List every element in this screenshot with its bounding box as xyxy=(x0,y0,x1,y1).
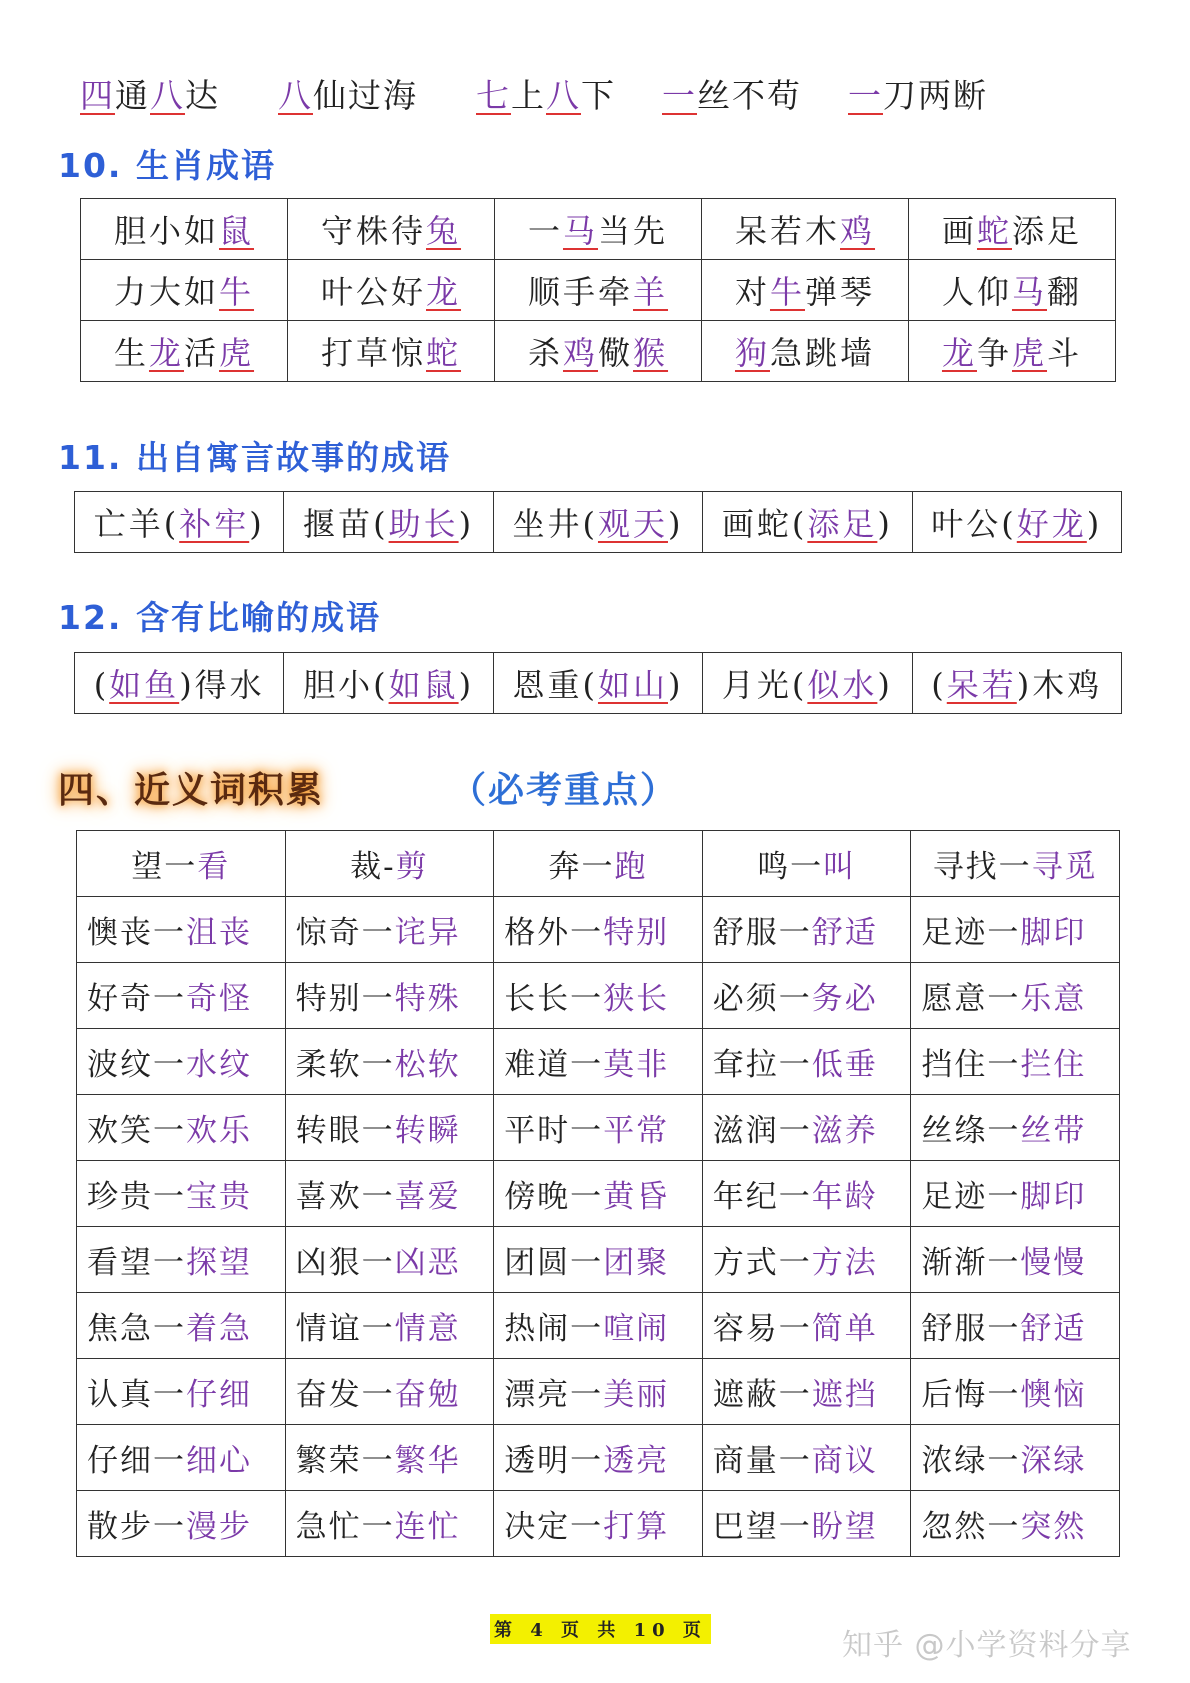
base-word: 格外一 xyxy=(504,915,604,951)
base-word: 遮蔽一 xyxy=(712,1377,812,1413)
table-row xyxy=(81,199,1116,260)
synonym-word: 懊恼 xyxy=(1020,1377,1087,1413)
synonym-cell xyxy=(911,1425,1120,1491)
idiom-text: 急跳墙 xyxy=(770,334,876,372)
synonym-cell xyxy=(77,1293,286,1359)
synonym-word: 漫步 xyxy=(186,1509,252,1545)
table-cell xyxy=(702,260,909,321)
table-cell xyxy=(912,653,1121,714)
base-word: 认真一 xyxy=(87,1377,186,1413)
synonym-cell xyxy=(77,1161,286,1227)
base-word: 焦急一 xyxy=(87,1311,186,1347)
base-word: 散步一 xyxy=(87,1509,186,1545)
synonym-cell xyxy=(77,963,286,1029)
synonym-cell xyxy=(494,1491,703,1557)
table-row xyxy=(77,1491,1120,1557)
table-cell xyxy=(909,199,1116,260)
table-row xyxy=(77,1359,1120,1425)
idiom-text: ) xyxy=(458,505,475,543)
base-word: 懊丧一 xyxy=(87,915,186,951)
synonym-cell xyxy=(285,1161,494,1227)
idiom-text: 恩重( xyxy=(512,666,598,704)
base-word: 年纪一 xyxy=(712,1179,812,1215)
synonym-word: 脚印 xyxy=(1020,915,1087,951)
base-word: 团圆一 xyxy=(504,1245,604,1281)
synonym-word: 狭长 xyxy=(603,981,670,1017)
base-word: 特别一 xyxy=(295,981,395,1017)
synonym-word: 奋勉 xyxy=(394,1377,461,1413)
synonym-cell xyxy=(911,1095,1120,1161)
synonym-word: 方法 xyxy=(811,1245,878,1281)
base-word: 惊奇一 xyxy=(295,915,395,951)
table-cell xyxy=(495,260,702,321)
idiom-text: 叶公好 xyxy=(320,273,426,311)
base-word: 仔细一 xyxy=(87,1443,186,1479)
synonym-cell xyxy=(494,831,703,897)
base-word: 奋发一 xyxy=(295,1377,395,1413)
synonym-word: 繁华 xyxy=(394,1443,461,1479)
synonym-word: 黄昏 xyxy=(603,1179,670,1215)
synonym-word: 叫 xyxy=(823,849,857,885)
synonym-word: 年龄 xyxy=(811,1179,878,1215)
synonym-word: 团聚 xyxy=(603,1245,670,1281)
idiom-text: 添足 xyxy=(1012,212,1083,250)
answer-text: 如山 xyxy=(597,666,668,704)
table-cell xyxy=(495,321,702,382)
synonym-word: 沮丧 xyxy=(186,915,252,951)
base-word: 珍贵一 xyxy=(87,1179,186,1215)
answer-text: 鸡 xyxy=(840,212,876,250)
table-cell xyxy=(495,199,702,260)
zodiac-idiom-table xyxy=(80,198,1116,382)
table-row xyxy=(77,1161,1120,1227)
idiom-text: 画 xyxy=(941,212,977,250)
synonym-cell xyxy=(702,1293,911,1359)
synonym-cell xyxy=(911,831,1120,897)
answer-text: 助长 xyxy=(388,505,459,543)
base-word: 看望一 xyxy=(87,1245,186,1281)
idiom-text: ) xyxy=(249,505,265,543)
table-row xyxy=(75,653,1122,714)
synonym-word: 美丽 xyxy=(603,1377,670,1413)
synonym-cell xyxy=(702,1359,911,1425)
idiom-text: 顺手牵 xyxy=(527,273,633,311)
base-word: 奔一 xyxy=(548,849,615,885)
table-row xyxy=(77,1227,1120,1293)
table-cell xyxy=(81,199,288,260)
synonym-cell xyxy=(77,1095,286,1161)
synonym-word: 低垂 xyxy=(811,1047,878,1083)
idiom-text: 叶公( xyxy=(931,505,1017,543)
answer-text: 狗 xyxy=(734,334,770,372)
synonym-cell xyxy=(702,963,911,1029)
synonym-cell xyxy=(285,1425,494,1491)
synonym-word: 务必 xyxy=(811,981,878,1017)
idiom-text: ) xyxy=(667,666,684,704)
synonym-cell xyxy=(911,1293,1120,1359)
synonym-word: 商议 xyxy=(811,1443,878,1479)
synonym-cell xyxy=(911,963,1120,1029)
fable-idiom-table xyxy=(74,491,1122,553)
base-word: 后悔一 xyxy=(921,1377,1021,1413)
answer-text: 添足 xyxy=(807,505,878,543)
synonym-cell xyxy=(702,1161,911,1227)
synonym-cell xyxy=(77,1491,286,1557)
base-word: 裁- xyxy=(350,849,396,885)
synonym-word: 遮挡 xyxy=(811,1377,878,1413)
synonym-word: 特别 xyxy=(603,915,670,951)
synonym-cell xyxy=(494,1161,703,1227)
idiom-text: 当先 xyxy=(598,212,669,250)
table-cell xyxy=(75,492,284,553)
synonym-cell xyxy=(494,1029,703,1095)
synonym-cell xyxy=(702,831,911,897)
idiom-text: )得水 xyxy=(179,666,265,704)
table-row xyxy=(77,897,1120,963)
base-word: 情谊一 xyxy=(295,1311,395,1347)
synonym-cell xyxy=(702,1227,911,1293)
table-row xyxy=(75,492,1122,553)
base-word: 傍晚一 xyxy=(504,1179,604,1215)
base-word: 难道一 xyxy=(504,1047,604,1083)
synonym-cell xyxy=(911,1359,1120,1425)
base-word: 柔软一 xyxy=(295,1047,395,1083)
table-cell xyxy=(81,260,288,321)
base-word: 足迹一 xyxy=(921,915,1021,951)
base-word: 渐渐一 xyxy=(921,1245,1021,1281)
synonym-word: 剪 xyxy=(395,849,429,885)
synonym-cell xyxy=(911,897,1120,963)
synonym-word: 突然 xyxy=(1020,1509,1087,1545)
table-cell xyxy=(493,653,702,714)
answer-text: 马 xyxy=(562,212,598,250)
base-word: 商量一 xyxy=(712,1443,812,1479)
synonym-cell xyxy=(285,1029,494,1095)
synonym-cell xyxy=(285,831,494,897)
synonym-word: 深绿 xyxy=(1020,1443,1087,1479)
base-word: 望一 xyxy=(131,849,198,885)
synonym-cell xyxy=(285,1491,494,1557)
idiom-text: 生 xyxy=(113,334,149,372)
answer-text: 龙 xyxy=(941,334,977,372)
synonym-cell xyxy=(494,1359,703,1425)
idiom-text: 画蛇( xyxy=(721,505,808,543)
synonym-cell xyxy=(77,1359,286,1425)
answer-text: 鼠 xyxy=(219,212,255,250)
base-word: 鸣一 xyxy=(757,849,824,885)
base-word: 欢笑一 xyxy=(87,1113,186,1149)
section-12-title: 12. 含有比喻的成语 xyxy=(58,598,381,637)
idiom-item: 八仙过海 xyxy=(278,76,418,115)
synonym-cell xyxy=(494,1095,703,1161)
idiom-text: 对 xyxy=(734,273,770,311)
synonym-word: 细心 xyxy=(186,1443,252,1479)
synonym-cell xyxy=(494,1425,703,1491)
synonym-word: 探望 xyxy=(186,1245,252,1281)
table-row xyxy=(77,1095,1120,1161)
synonym-cell xyxy=(911,1029,1120,1095)
synonym-word: 丝带 xyxy=(1020,1113,1087,1149)
idiom-item: 四通八达 xyxy=(80,76,220,115)
table-row xyxy=(81,260,1116,321)
table-row xyxy=(77,963,1120,1029)
base-word: 耷拉一 xyxy=(712,1047,812,1083)
idiom-text: 弹琴 xyxy=(805,273,876,311)
answer-text: 如鼠 xyxy=(388,666,459,704)
base-word: 愿意一 xyxy=(921,981,1021,1017)
table-cell xyxy=(284,653,493,714)
synonym-word: 宝贵 xyxy=(186,1179,252,1215)
synonym-cell xyxy=(285,1227,494,1293)
synonym-word: 着急 xyxy=(186,1311,252,1347)
idiom-text: ) xyxy=(877,505,893,543)
synonym-cell xyxy=(285,897,494,963)
idiom-text: 揠苗( xyxy=(303,505,389,543)
synonym-cell xyxy=(77,1029,286,1095)
idiom-text: 一 xyxy=(527,212,563,250)
idiom-text: 月光( xyxy=(721,666,808,704)
base-word: 巴望一 xyxy=(712,1509,812,1545)
watermark: 知乎 @小学资料分享 xyxy=(842,1628,1132,1663)
idiom-text: 守株待 xyxy=(320,212,426,250)
idiom-item: 一刀两断 xyxy=(848,76,988,115)
synonym-word: 连忙 xyxy=(394,1509,461,1545)
idiom-text: 胆小( xyxy=(303,666,389,704)
answer-text: 鸡 xyxy=(562,334,598,372)
base-word: 容易一 xyxy=(712,1311,812,1347)
table-cell xyxy=(702,199,909,260)
synonym-word: 滋养 xyxy=(811,1113,878,1149)
base-word: 好奇一 xyxy=(87,981,186,1017)
table-row xyxy=(77,1425,1120,1491)
table-cell xyxy=(703,653,912,714)
idiom-text: 儆 xyxy=(598,334,634,372)
answer-text: 如鱼 xyxy=(109,666,180,704)
synonym-cell xyxy=(77,897,286,963)
synonym-word: 看 xyxy=(197,849,231,885)
idiom-text: 人仰 xyxy=(941,273,1012,311)
synonym-word: 脚印 xyxy=(1020,1179,1087,1215)
synonym-word: 盼望 xyxy=(811,1509,878,1545)
base-word: 滋润一 xyxy=(712,1113,812,1149)
base-word: 平时一 xyxy=(504,1113,604,1149)
synonym-word: 简单 xyxy=(811,1311,878,1347)
answer-text: 似水 xyxy=(807,666,878,704)
idiom-item: 一丝不苟 xyxy=(662,76,802,115)
answer-text: 虎 xyxy=(1012,334,1048,372)
idiom-text: ) xyxy=(458,666,475,704)
synonym-word: 欢乐 xyxy=(186,1113,252,1149)
synonym-word: 乐意 xyxy=(1020,981,1087,1017)
answer-text: 马 xyxy=(1011,273,1047,311)
synonym-word: 透亮 xyxy=(603,1443,670,1479)
synonym-cell xyxy=(911,1227,1120,1293)
base-word: 转眼一 xyxy=(295,1113,395,1149)
synonym-cell xyxy=(911,1491,1120,1557)
base-word: 足迹一 xyxy=(921,1179,1021,1215)
answer-text: 补牢 xyxy=(179,505,250,543)
synonym-word: 跑 xyxy=(614,849,648,885)
table-row xyxy=(77,831,1120,897)
answer-text: 虎 xyxy=(219,334,255,372)
section-4-title: 四、近义词积累 xyxy=(58,769,325,811)
base-word: 凶狠一 xyxy=(295,1245,395,1281)
table-cell xyxy=(288,260,495,321)
answer-text: 兔 xyxy=(426,212,462,250)
synonym-word: 情意 xyxy=(394,1311,461,1347)
synonym-cell xyxy=(77,1227,286,1293)
page-footer: 第 4 页 共 10 页 xyxy=(490,1614,711,1644)
base-word: 长长一 xyxy=(504,981,604,1017)
synonym-cell xyxy=(285,1293,494,1359)
table-row xyxy=(77,1029,1120,1095)
synonym-cell xyxy=(702,897,911,963)
synonym-word: 仔细 xyxy=(186,1377,252,1413)
idiom-text: )木鸡 xyxy=(1016,666,1103,704)
idiom-text: 活 xyxy=(184,334,220,372)
synonym-cell xyxy=(494,897,703,963)
base-word: 丝绦一 xyxy=(921,1113,1021,1149)
idiom-text: ) xyxy=(877,666,893,704)
base-word: 漂亮一 xyxy=(504,1377,604,1413)
idiom-item: 七上八下 xyxy=(476,76,616,115)
table-cell xyxy=(284,492,493,553)
idiom-text: 争 xyxy=(976,334,1012,372)
synonym-cell xyxy=(702,1029,911,1095)
synonym-word: 凶恶 xyxy=(394,1245,461,1281)
table-cell xyxy=(288,321,495,382)
synonym-word: 松软 xyxy=(394,1047,461,1083)
synonym-word: 平常 xyxy=(603,1113,670,1149)
answer-text: 蛇 xyxy=(426,334,462,372)
synonym-word: 转瞬 xyxy=(394,1113,461,1149)
synonym-word: 慢慢 xyxy=(1020,1245,1087,1281)
base-word: 喜欢一 xyxy=(295,1179,395,1215)
idiom-text: ) xyxy=(1086,505,1103,543)
table-cell xyxy=(81,321,288,382)
table-row xyxy=(77,1293,1120,1359)
base-word: 舒服一 xyxy=(921,1311,1021,1347)
base-word: 挡住一 xyxy=(921,1047,1021,1083)
base-word: 浓绿一 xyxy=(921,1443,1021,1479)
answer-text: 牛 xyxy=(219,273,255,311)
synonym-cell xyxy=(911,1161,1120,1227)
synonym-word: 打算 xyxy=(603,1509,670,1545)
base-word: 透明一 xyxy=(504,1443,604,1479)
synonym-cell xyxy=(702,1491,911,1557)
answer-text: 龙 xyxy=(426,273,462,311)
section-10-title: 10. 生肖成语 xyxy=(58,146,276,185)
table-row xyxy=(81,321,1116,382)
synonym-word: 寻觅 xyxy=(1031,849,1098,885)
idiom-text: 力大如 xyxy=(113,273,219,311)
table-cell xyxy=(909,260,1116,321)
synonym-word: 喜爱 xyxy=(394,1179,461,1215)
base-word: 急忙一 xyxy=(295,1509,395,1545)
synonym-word: 莫非 xyxy=(603,1047,670,1083)
idiom-text: ( xyxy=(931,666,947,704)
base-word: 波纹一 xyxy=(87,1047,186,1083)
idiom-text: ) xyxy=(667,505,684,543)
synonym-word: 舒适 xyxy=(1020,1311,1087,1347)
synonym-cell xyxy=(494,1293,703,1359)
answer-text: 观天 xyxy=(597,505,668,543)
synonym-word: 水纹 xyxy=(186,1047,252,1083)
answer-text: 羊 xyxy=(633,273,669,311)
idiom-text: 翻 xyxy=(1047,273,1083,311)
synonym-cell xyxy=(494,1227,703,1293)
synonym-cell xyxy=(494,963,703,1029)
answer-text: 牛 xyxy=(769,273,805,311)
table-cell xyxy=(909,321,1116,382)
base-word: 舒服一 xyxy=(712,915,812,951)
answer-text: 猴 xyxy=(633,334,669,372)
synonym-cell xyxy=(702,1425,911,1491)
idiom-text: 杀 xyxy=(527,334,563,372)
answer-text: 蛇 xyxy=(976,212,1012,250)
synonym-cell xyxy=(285,963,494,1029)
synonym-cell xyxy=(285,1095,494,1161)
idiom-text: 亡羊( xyxy=(93,505,180,543)
idiom-text: 斗 xyxy=(1047,334,1083,372)
synonym-word: 诧异 xyxy=(394,915,461,951)
table-cell xyxy=(912,492,1121,553)
synonym-cell xyxy=(702,1095,911,1161)
table-cell xyxy=(288,199,495,260)
base-word: 方式一 xyxy=(712,1245,812,1281)
base-word: 决定一 xyxy=(504,1509,604,1545)
metaphor-idiom-table xyxy=(74,652,1122,714)
base-word: 寻找一 xyxy=(932,849,1032,885)
synonym-cell xyxy=(285,1359,494,1425)
top-idiom-row xyxy=(80,70,1120,130)
synonym-word: 特殊 xyxy=(394,981,461,1017)
table-cell xyxy=(703,492,912,553)
synonym-word: 拦住 xyxy=(1020,1047,1087,1083)
idiom-text: 打草惊 xyxy=(320,334,426,372)
idiom-text: 坐井( xyxy=(512,505,598,543)
idiom-text: 呆若木 xyxy=(734,212,840,250)
synonym-cell xyxy=(77,1425,286,1491)
synonym-word: 舒适 xyxy=(811,915,878,951)
table-cell xyxy=(75,653,284,714)
idiom-text: 胆小如 xyxy=(113,212,219,250)
section-11-title: 11. 出自寓言故事的成语 xyxy=(58,438,451,477)
synonym-cell xyxy=(77,831,286,897)
answer-text: 好龙 xyxy=(1016,505,1087,543)
base-word: 必须一 xyxy=(712,981,812,1017)
table-cell xyxy=(493,492,702,553)
synonym-word: 喧闹 xyxy=(603,1311,670,1347)
answer-text: 龙 xyxy=(148,334,184,372)
synonym-word: 奇怪 xyxy=(186,981,252,1017)
idiom-text: ( xyxy=(93,666,110,704)
synonym-table xyxy=(76,830,1120,1557)
section-4-subtitle: （必考重点） xyxy=(450,770,679,811)
base-word: 热闹一 xyxy=(504,1311,604,1347)
answer-text: 呆若 xyxy=(946,666,1017,704)
base-word: 忽然一 xyxy=(921,1509,1021,1545)
base-word: 繁荣一 xyxy=(295,1443,395,1479)
table-cell xyxy=(702,321,909,382)
